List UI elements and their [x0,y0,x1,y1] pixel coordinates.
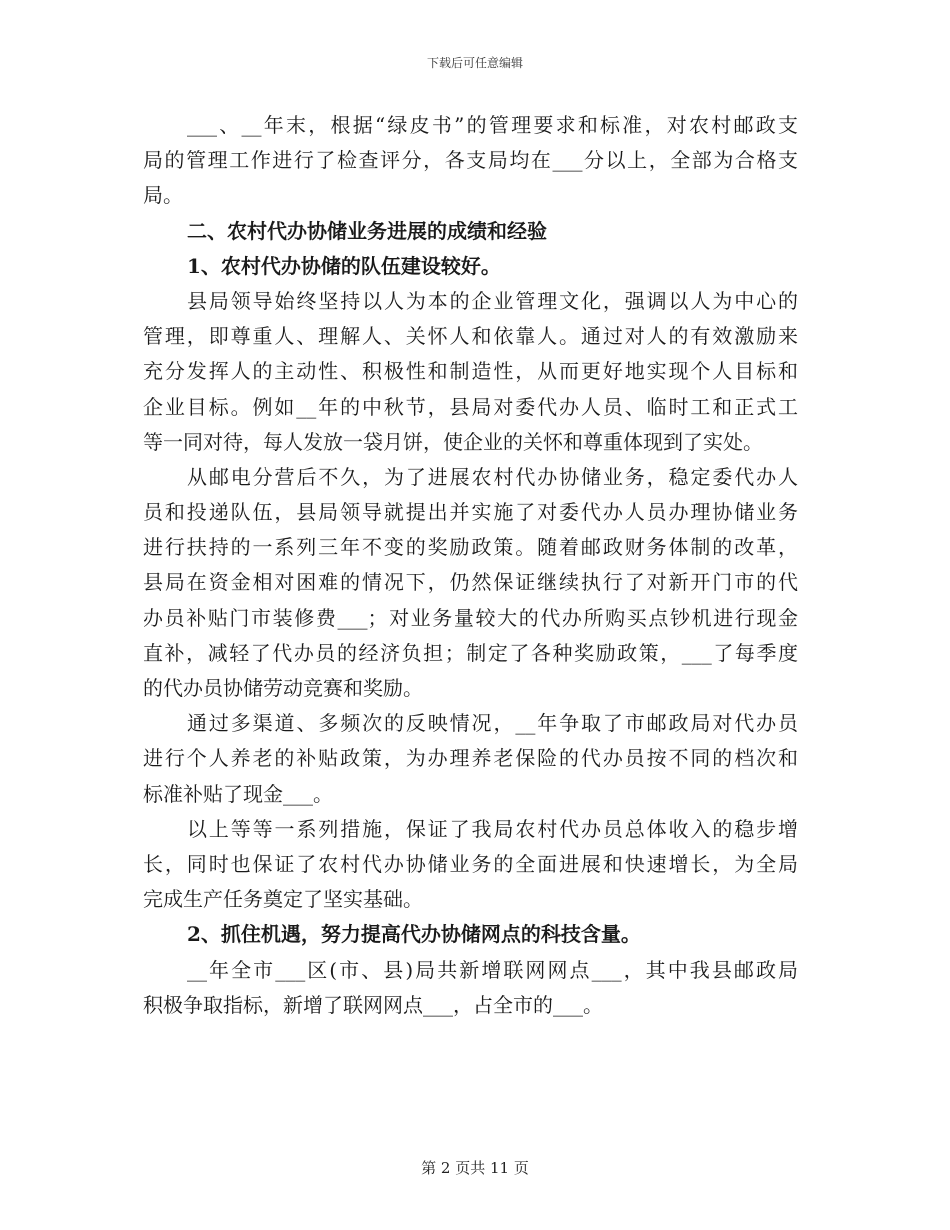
document-body [143,108,798,1023]
page-footer: 第 2 页共 11 页 [421,1159,529,1177]
subsection-heading: 1、农村代办协储的队伍建设较好。 [187,253,501,278]
text-line: 直补，减轻了代办员的经济负担；制定了各种奖励政策，___了每季度 [143,640,798,665]
text-line: 标准补贴了现金___。 [143,781,333,806]
text-line: 办员补贴门市装修费___；对业务量较大的代办所购买点钞机进行现金 [143,605,798,630]
text-line: 局的管理工作进行了检查评分，各支局均在___分以上，全部为合格支 [143,148,798,173]
text-line: 长，同时也保证了农村代办协储业务的全面进展和快速增长，为全局 [143,851,798,876]
text-line: 以上等等一系列措施，保证了我局农村代办员总体收入的稳步增 [187,816,798,841]
text-line: 从邮电分营后不久，为了进展农村代办协储业务，稳定委代办人 [187,464,798,489]
text-line: 完成生产任务奠定了坚实基础。 [143,887,423,912]
text-line: 县局在资金相对困难的情况下，仍然保证继续执行了对新开门市的代 [143,570,798,595]
text-line: 通过多渠道、多频次的反映情况，__年争取了市邮政局对代办员 [187,711,798,736]
text-line: 管理，即尊重人、理解人、关怀人和依靠人。通过对人的有效激励来 [143,324,798,349]
text-line: 员和投递队伍，县局领导就提出并实施了对委代办人员办理协储业务 [143,500,798,525]
text-line: __年全市___区(市、县)局共新增联网网点___，其中我县邮政局 [187,957,798,982]
text-line: 局。 [143,183,183,208]
text-line: 进行个人养老的补贴政策，为办理养老保险的代办员按不同的档次和 [143,746,798,771]
page-header: 下载后可任意编辑 [426,56,523,70]
text-line: 的代办员协储劳动竞赛和奖励。 [143,676,423,700]
text-line: 积极争取指标，新增了联网网点___，占全市的___。 [143,992,603,1017]
text-line: ___、__年末，根据“绿皮书”的管理要求和标准，对农村邮政支 [187,113,798,137]
text-line: 进行扶持的一系列三年不变的奖励政策。随着邮政财务体制的改革， [143,535,798,560]
text-line: 县局领导始终坚持以人为本的企业管理文化，强调以人为中心的 [187,288,798,313]
subsection-heading: 2、抓住机遇，努力提高代办协储网点的科技含量。 [187,922,641,947]
text-line: 等一同对待，每人发放一袋月饼，使企业的关怀和尊重体现到了实处。 [143,429,763,454]
section-heading: 二、农村代办协储业务进展的成绩和经验 [187,218,547,243]
text-line: 充分发挥人的主动性、积极性和制造性，从而更好地实现个人目标和 [143,359,798,384]
text-line: 企业目标。例如__年的中秋节，县局对委代办人员、临时工和正式工 [143,394,798,419]
